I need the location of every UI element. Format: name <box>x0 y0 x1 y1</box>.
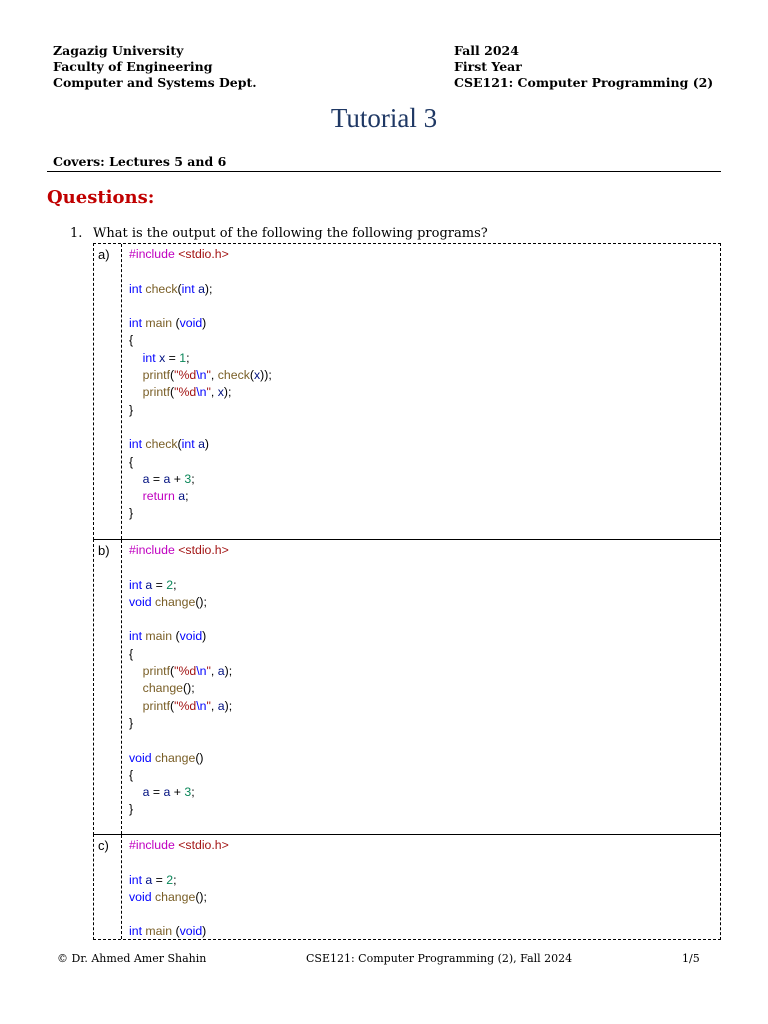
header-left <box>53 43 257 91</box>
question-number: 1. <box>70 226 83 241</box>
code-line <box>129 611 232 628</box>
question-text: What is the output of the following the following programs? <box>93 226 488 241</box>
code-line: #include <stdio.h> <box>129 247 229 261</box>
code-line: printf("%d\n", a); <box>142 664 233 679</box>
code-line: { <box>129 454 134 469</box>
code-line: a = a + 3; <box>142 785 195 800</box>
code-line <box>129 298 272 315</box>
code-line: change(); <box>142 681 195 696</box>
program-label: a) <box>94 244 122 539</box>
covers-line: Covers: Lectures 5 and 6 <box>53 154 227 169</box>
code-line: int check(int a) <box>129 437 210 452</box>
code-line: int main (void) <box>129 316 207 331</box>
header-right <box>454 43 713 91</box>
code-line: } <box>129 402 134 417</box>
code-line <box>129 419 272 436</box>
code-line <box>129 854 229 871</box>
page-number: 1/5 <box>682 952 700 965</box>
code-line: void change(); <box>129 594 207 609</box>
code-line: } <box>129 715 134 730</box>
code-line: return a; <box>142 489 189 504</box>
program-code <box>129 246 272 523</box>
code-line: int a = 2; <box>129 577 177 592</box>
code-line <box>129 263 272 280</box>
code-line: #include <stdio.h> <box>129 543 229 557</box>
code-line: int check(int a); <box>129 281 213 296</box>
questions-heading: Questions: <box>47 187 155 208</box>
program-code <box>129 542 232 819</box>
code-line: { <box>129 333 134 348</box>
program-c-box <box>93 834 721 940</box>
department-name: Computer and Systems Dept. <box>53 75 257 90</box>
course-name: CSE121: Computer Programming (2) <box>454 75 714 90</box>
code-line: } <box>129 802 134 817</box>
university-name: Zagazig University <box>53 43 184 58</box>
code-line <box>129 559 232 576</box>
code-line: #include <stdio.h> <box>129 838 229 852</box>
code-line: { <box>129 646 134 661</box>
code-line: int main (void) <box>129 629 207 644</box>
code-line <box>129 732 232 749</box>
code-line: a = a + 3; <box>142 471 195 486</box>
program-label: b) <box>94 540 122 834</box>
semester: Fall 2024 <box>454 43 519 58</box>
code-line <box>129 906 229 923</box>
code-line: printf("%d\n", x); <box>142 385 232 400</box>
code-line: int main (void) <box>129 924 207 939</box>
footer-author: © Dr. Ahmed Amer Shahin <box>57 952 207 965</box>
program-code <box>129 837 229 941</box>
code-line: void change() <box>129 750 204 765</box>
code-line: void change(); <box>129 889 207 904</box>
question-1 <box>70 226 488 241</box>
code-line: printf("%d\n", check(x)); <box>142 368 272 383</box>
header-divider <box>47 171 721 172</box>
code-line: } <box>129 506 134 521</box>
code-line: int a = 2; <box>129 872 177 887</box>
year-level: First Year <box>454 59 522 74</box>
code-line: int x = 1; <box>142 350 190 365</box>
program-b-box <box>93 539 721 835</box>
program-label: c) <box>94 835 122 939</box>
program-a-box <box>93 243 721 540</box>
code-line: { <box>129 767 134 782</box>
faculty-name: Faculty of Engineering <box>53 59 213 74</box>
page-title: Tutorial 3 <box>330 103 438 133</box>
footer-course: CSE121: Computer Programming (2), Fall 2024 <box>306 952 573 965</box>
code-line: printf("%d\n", a); <box>142 698 233 713</box>
